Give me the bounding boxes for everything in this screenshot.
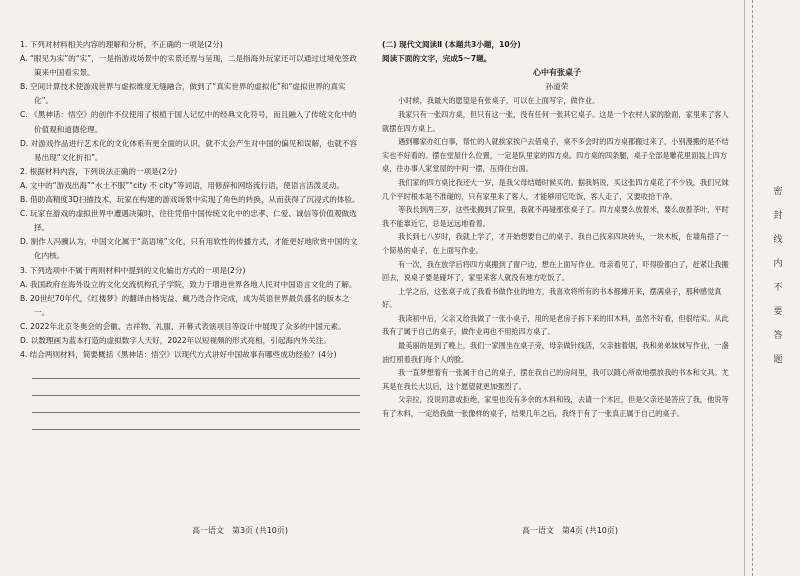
story-paragraph: 等我长到两三岁，这些张搬到了院里，我就不再碰那张桌子了。四方桌要么放着米，要么放着茶叶，平时我不能靠近它，总是远远地看着。 <box>382 205 729 228</box>
story-paragraph: 我读初中后，父亲又给我做了一张小桌子，用的是老房子拆下来的旧木料，虽然不好看，但很结实。从此我有了属于自己的桌子，做作业再也不用抢四方桌了。 <box>382 313 729 337</box>
question-1-option-b: B. 空间计算技术使游戏世界与虚拟维度无缝融合，做到了“真实世界的虚拟化”和“虚拟世界的真实化”。 <box>20 82 346 106</box>
story-paragraph: 有一次，我在放学后将四方桌搬到了窗户边，想在上面写作业。母亲看见了，吓得脸都白了，赶紧让我搬回去，说桌子要是碰坏了，家里来客人就没有地方吃饭了。 <box>382 259 729 283</box>
seal-word: 封 <box>773 211 783 221</box>
question-2-option-a: A. 文中的“游戏出海”“水土不服”“city 不 city”等词语，用修辞和网络流行语，使语言活泼灵动。 <box>20 180 345 190</box>
story-paragraph: 最美丽的是到了晚上，我们一家围坐在桌子旁，母亲做针线活，父亲抽着烟，我和弟弟妹妹写作业，一盏油灯照着我们每个人的脸。 <box>382 341 729 364</box>
section-title: (二) 现代文阅读Ⅱ (本题共3小题，10分) <box>382 40 521 49</box>
story-paragraph: 遇到哪家办红白事，帮忙的人就挨家挨户去借桌子，桌不多会时的四方桌都搬过来了，小别漫搬的是不结实也不好看的。摆在堂屋什么位置，一定是队里家的四方桌。四方桌的四条腿，桌子全部是雕花里面装上四方桌，往办事人家堂屋的中间一摆，压得住台面。 <box>382 137 729 174</box>
story-paragraph: 我们家的四方桌比我还大一岁，是我父母结婚时候买的。据我妈说，买这张四方桌花了不少钱，我们兄妹几个平时根本是不准碰的，只有家里来了客人，才能够用它吃饭，客人走了，又要收拾干净。 <box>382 177 729 201</box>
question-3-option-a: A. 我国政府在海外设立的文化交流机构孔子学院，致力于增进世界各地人民对中国语言文化的了解。 <box>20 279 357 289</box>
answer-line[interactable] <box>32 381 360 396</box>
seal-line <box>752 0 753 576</box>
question-2-option-b: B. 借助高精度3D扫描技术，玩家在构建的游戏场景中实现了角色的转换，从而获得了沉浸式的体验。 <box>20 195 360 205</box>
question-2-option-c: C. 玩家在游戏的虚拟世界中遭遇决策时，往往凭借中国传统文化中的忠孝、仁爱、诚信等价值观做选择。 <box>20 209 357 233</box>
question-1-option-c: C. 《黑神话：悟空》的创作不仅使用了根植于国人记忆中的经典文化符号，而且融入了传统文化中的价值观和道德伦理。 <box>20 110 357 134</box>
question-3-option-c: C. 2022年北京冬奥会的会徽、吉祥物、礼服、开幕式表演项目等设计中展现了众多的中国元素。 <box>20 321 346 331</box>
story-title: 心中有张桌子 <box>533 68 581 78</box>
question-1-option-d: D. 对游戏作品进行艺术化的文化体系有更全面的认识，就不太会产生对中国的偏见和误解，也就不容易出现“文化折扣”。 <box>20 138 358 162</box>
seal-word: 密 <box>773 187 783 197</box>
answer-line[interactable] <box>32 364 360 379</box>
seal-word: 要 <box>773 307 783 317</box>
left-column <box>20 38 360 430</box>
question-2-stem: 2. 根据材料内容，下列说法正确的一项是(2分) <box>20 166 178 176</box>
seal-word: 线 <box>773 235 783 245</box>
question-1-option-a: A. “眼见为实”的“实”，一是指游戏场景中的实景还原与呈现，二是指海外玩家还可以通过过境免签政策来中国看实景。 <box>20 54 357 78</box>
reading-instruction: 阅读下面的文字，完成5～7题。 <box>382 54 492 64</box>
story-paragraph: 我一直梦想着有一张属于自己的桌子，摆在我自己的房间里，我可以随心所欲地摆放我的书本和文具。尤其是在我长大以后，这个愿望就更加强烈了。 <box>382 368 729 391</box>
answer-line[interactable] <box>32 415 360 430</box>
answer-line[interactable] <box>32 398 360 413</box>
question-3-stem: 3. 下列选项中不属于两则材料中提到的文化输出方式的一项是(2分) <box>20 265 246 275</box>
seal-word: 答 <box>773 331 783 341</box>
question-3-option-d: D. 以数理画为蓝本打造的虚拟数字人天好，2022年以短视频的形式亮相，引起海内外关注。 <box>20 335 331 345</box>
right-column <box>382 38 732 421</box>
story-author: 孙道荣 <box>545 82 569 92</box>
question-2-option-d: D. 制作人冯骥认为，中国文化属于“高语境”文化，只有用软性的传播方式，才能更好地欣赏中国的文化内核。 <box>20 237 358 261</box>
story-paragraph: 父亲拉，没说同意或拒绝，家里也没有多余的木料和钱，去请一个木匠，但是父亲还是答应了我，他说等有了木料，一定给我做一张像样的桌子，结果几年之后，我终于有了一张真正属于自己的桌子。 <box>382 395 729 419</box>
story-paragraph: 我长到七八岁时，我就上学了，才开始想要自己的桌子。我自己找来四块砖头，一块木板，在墙角搭了一个简易的桌子，在上面写作业。 <box>382 232 729 255</box>
page-footer-3: 高一语文 第3页 (共10页) <box>191 526 289 535</box>
story-paragraph: 小时候，我最大的愿望是有张桌子，可以在上面写字，做作业。 <box>398 96 600 106</box>
seal-notice <box>768 180 788 372</box>
seal-word: 内 <box>773 259 783 269</box>
story-paragraph: 上学之后，这张桌子成了我看书做作业的地方，我喜欢将所有的书本都摊开来，摆满桌子，那种感觉真好。 <box>382 286 722 310</box>
question-3-option-b: B. 20世纪70年代，《红楼梦》的翻译由杨宪益、戴乃迭合作完成，成为英语世界最负盛名的版本之一。 <box>20 293 350 317</box>
page-footer-4: 高一语文 第4页 (共10页) <box>521 526 619 535</box>
question-4-stem: 4. 结合两则材料，简要概括《黑神话：悟空》以现代方式讲好中国故事有哪些成功经验？(4分) <box>20 350 337 360</box>
seal-word: 题 <box>773 355 783 365</box>
seal-word: 不 <box>773 283 783 293</box>
story-paragraph: 我家只有一张四方桌，但只有这一张，没有任何一张其它桌子。这是一个农村人家的脸面，家里来了客人就摆在四方桌上。 <box>382 109 729 133</box>
question-1-stem: 1. 下列对材料相关内容的理解和分析，不正确的一项是(2分) <box>20 40 223 49</box>
